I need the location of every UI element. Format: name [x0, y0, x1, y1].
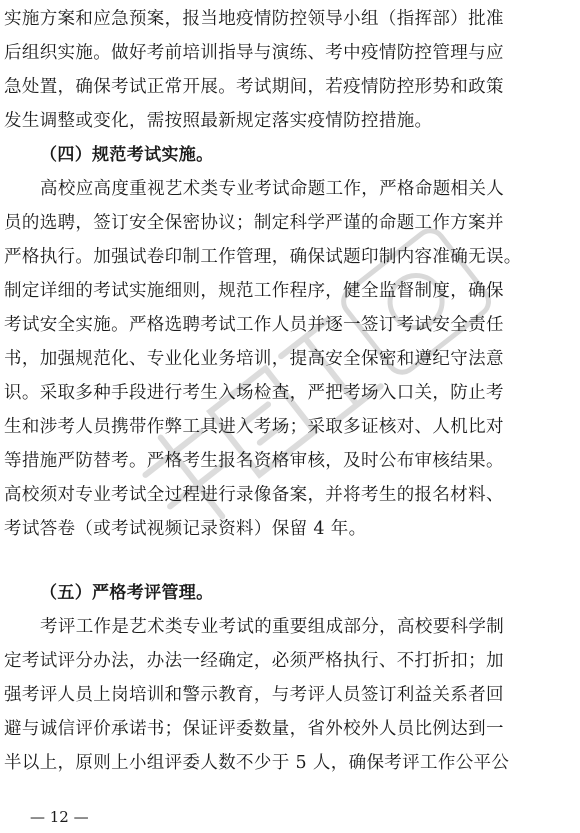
body-line-11: 书，加强规范化、专业化业务培训，提高安全保密和遵纪守法意: [4, 349, 504, 369]
section-heading-5: （五）严格考评管理。: [40, 583, 214, 603]
body-line-10: 考试安全实施。严格选聘考试工作人员并逐一签订考试安全责任: [4, 315, 504, 335]
body-line-9: 制定详细的考试实施细则，规范工作程序，健全监督制度，确保: [4, 281, 504, 301]
page-number: — 12 —: [30, 808, 89, 826]
body-line-21: 避与诚信评价承诺书；保证评委数量，省外校外人员比例达到一: [4, 719, 504, 739]
body-line-15: 高校须对专业考试全过程进行录像备案，并将考生的报名材料、: [4, 485, 504, 505]
body-line-12: 识。采取多种手段进行考生入场检查，严把考场入口关，防止考: [4, 383, 504, 403]
body-line-2: 后组织实施。做好考前培训指导与演练、考中疫情防控管理与应: [4, 43, 504, 63]
body-line-14: 等措施严防替考。严格考生报名资格审核，及时公布审核结果。: [4, 451, 504, 471]
body-line-18: 考评工作是艺术类专业考试的重要组成部分，高校要科学制: [40, 617, 505, 637]
body-line-19: 定考试评分办法，办法一经确定，必须严格执行、不打折扣；加: [4, 651, 504, 671]
body-line-1: 实施方案和应急预案，报当地疫情防控领导小组（指挥部）批准: [4, 9, 504, 29]
body-line-16: 考试答卷（或考试视频记录资料）保留 4 年。: [4, 519, 367, 539]
body-line-20: 强考评人员上岗培训和警示教育，与考评人员签订利益关系者回: [4, 685, 504, 705]
body-line-22: 半以上，原则上小组评委人数不少于 5 人，确保考评工作公平公: [4, 753, 510, 773]
body-line-4: 发生调整或变化，需按照最新规定落实疫情防控措施。: [4, 111, 433, 131]
body-line-7: 员的选聘，签订安全保密协议；制定科学严谨的命题工作方案并: [4, 213, 504, 233]
body-line-3: 急处置，确保考试正常开展。考试期间，若疫情防控形势和政策: [4, 77, 504, 97]
body-line-13: 生和涉考人员携带作弊工具进入考场；采取多证核对、人机比对: [4, 417, 504, 437]
section-heading-4: （四）规范考试实施。: [40, 145, 214, 165]
body-line-6: 高校应高度重视艺术类专业考试命题工作，严格命题相关人: [40, 179, 505, 199]
body-line-8: 严格执行。加强试卷印制工作管理，确保试题印制内容准确无误。: [4, 247, 522, 267]
